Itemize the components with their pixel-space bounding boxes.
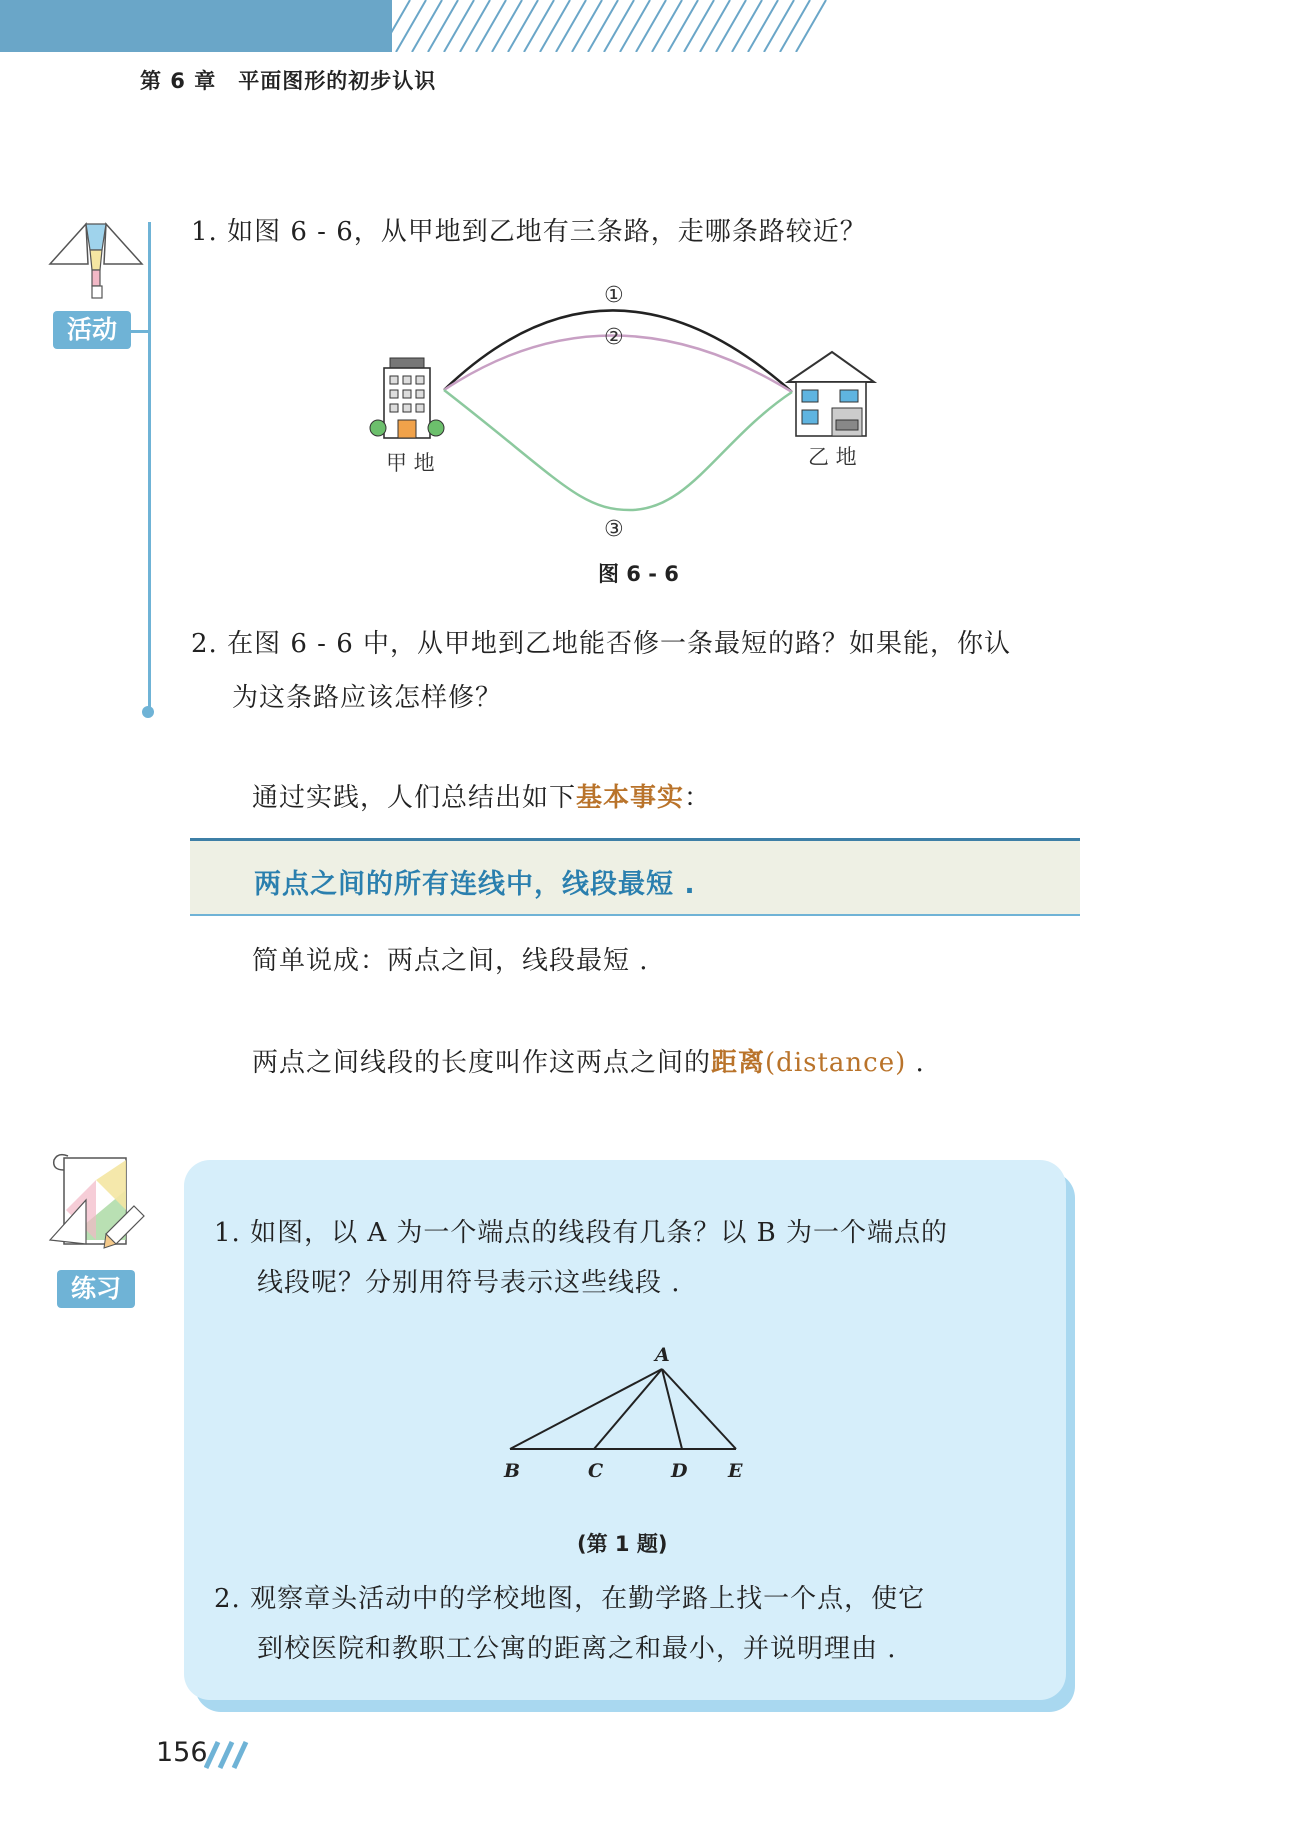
segment-ab: [510, 1369, 662, 1449]
page-number: 156: [156, 1737, 208, 1768]
route-2-label: ②: [604, 325, 624, 350]
activity-question-1: 1. 如图 6 - 6，从甲地到乙地有三条路，走哪条路较近？: [191, 217, 867, 247]
point-b-label: B: [504, 1460, 521, 1482]
route-3-label: ③: [604, 517, 624, 542]
fact-intro-suffix: ：: [684, 783, 712, 813]
page-number-stripes-icon: [204, 1740, 254, 1770]
distance-definition: [252, 1036, 925, 1090]
exercise-question-2-line2: 到校医院和教职工公寓的距离之和最小，并说明理由 .: [257, 1634, 897, 1664]
fact-simple: 简单说成：两点之间，线段最短 .: [252, 946, 649, 976]
segment-ac: [594, 1369, 662, 1449]
building-a-icon: [370, 358, 444, 438]
activity-line-end: [142, 706, 154, 718]
distance-prefix: 两点之间线段的长度叫作这两点之间的: [252, 1048, 712, 1078]
point-c-label: C: [588, 1460, 604, 1482]
chapter-heading: [140, 65, 436, 95]
activity-question-2-line1: 2. 在图 6 - 6 中，从甲地到乙地能否修一条最短的路？如果能，你认: [191, 629, 1011, 659]
fact-intro-prefix: 通过实践，人们总结出如下: [252, 783, 577, 813]
point-a-label: A: [655, 1345, 670, 1366]
chapter-number: 第 6 章: [140, 69, 217, 93]
activity-question-2-line2: 为这条路应该怎样修？: [232, 683, 503, 713]
kite-icon: [46, 220, 146, 302]
figure-6-6: [360, 270, 880, 550]
fact-statement: 两点之间的所有连线中，线段最短 .: [254, 869, 696, 900]
place-b-label: 乙 地: [808, 445, 857, 469]
distance-term: 距离: [711, 1048, 766, 1078]
header-stripes: [380, 0, 840, 52]
fact-intro-highlight: 基本事实: [576, 783, 685, 813]
route-1-line: [444, 310, 792, 392]
exercise-question-2-line1: 2. 观察章头活动中的学校地图，在勤学路上找一个点，使它: [214, 1584, 926, 1614]
fact-intro: [252, 771, 711, 825]
house-b-icon: [788, 352, 874, 436]
exercise-label: 练习: [57, 1270, 135, 1308]
exercise-figure-caption: (第 1 题): [577, 1532, 668, 1556]
exercise-question-1-line2: 线段呢？分别用符号表示这些线段 .: [257, 1268, 681, 1298]
exercise-question-1-line1: 1. 如图，以 A 为一个端点的线段有几条？以 B 为一个端点的: [214, 1218, 949, 1248]
triangle-figure: [490, 1345, 770, 1495]
activity-tick: [128, 330, 150, 333]
point-d-label: D: [671, 1460, 688, 1482]
point-e-label: E: [728, 1460, 743, 1482]
distance-en: (distance): [765, 1048, 907, 1078]
segment-ae: [662, 1369, 736, 1449]
figure-6-6-caption: 图 6 - 6: [598, 562, 679, 586]
distance-suffix: .: [906, 1048, 925, 1078]
header-bar: [0, 0, 392, 52]
route-1-label: ①: [604, 283, 624, 308]
place-a-label: 甲 地: [386, 451, 435, 475]
route-3-line: [444, 390, 792, 510]
activity-line: [148, 222, 151, 712]
activity-label: 活动: [53, 311, 131, 349]
notebook-icon: [46, 1150, 146, 1254]
chapter-title: 平面图形的初步认识: [238, 69, 437, 93]
